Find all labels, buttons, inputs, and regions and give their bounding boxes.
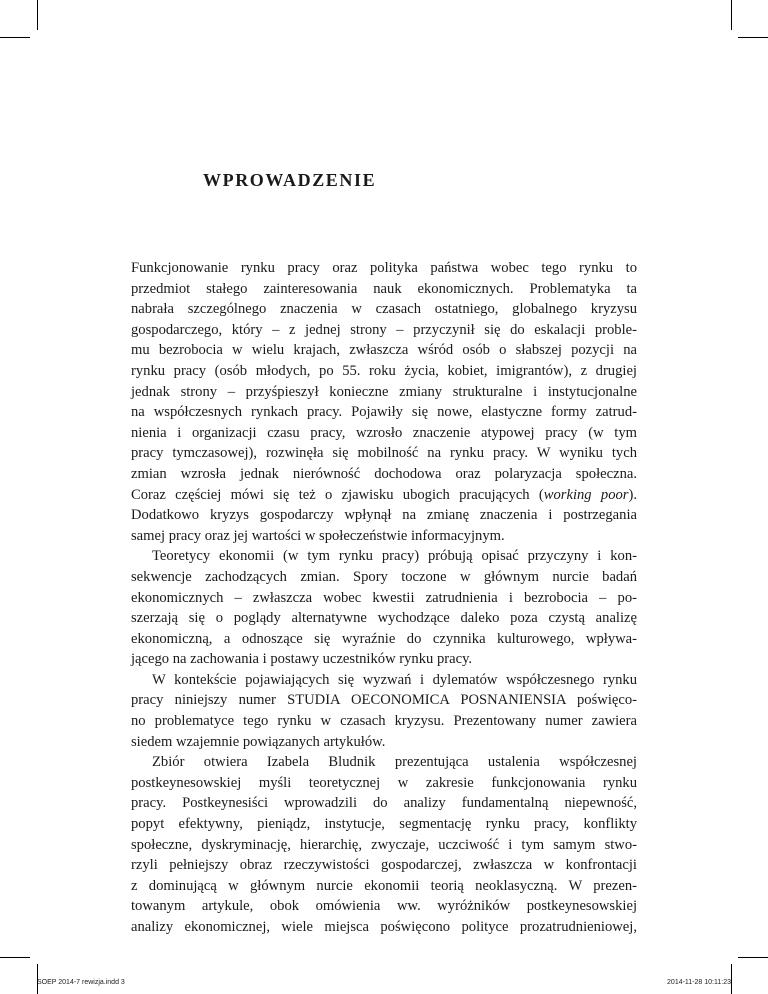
text-line: przedmiot stałego zainteresowania nauk ekonomicznych. Problematyka ta bbox=[131, 280, 637, 297]
text-line: postkeynesowskiej myśli teoretycznej w zakresie funkcjonowania rynku bbox=[131, 774, 637, 791]
text-segment: ). bbox=[628, 486, 637, 503]
text-segment: Coraz częściej mówi się też o zjawisku ubogich pracujących ( bbox=[131, 486, 544, 503]
text-line: jednak strony – przyśpieszył konieczne zmiany strukturalne i instytucjonalne bbox=[131, 383, 637, 400]
crop-mark bbox=[738, 957, 768, 958]
text-line: siedem wzajemnie powiązanych artykułów. bbox=[131, 733, 386, 750]
footer-file-name: SOEP 2014-7 rewizja.indd 3 bbox=[37, 979, 125, 986]
page-title: WPROWADZENIE bbox=[203, 170, 377, 190]
text-line: samej pracy oraz jej wartości w społeczeństwie informacyjnym. bbox=[131, 527, 505, 544]
text-line: szerzają się o poglądy alternatywne wychodzące daleko poza czystą analizę bbox=[131, 610, 637, 627]
text-line: Funkcjonowanie rynku pracy oraz polityka państwa wobec tego rynku to bbox=[131, 260, 637, 276]
text-line: analizy ekonomicznej, wiele miejsca poświęcono polityce prozatrudnieniowej, bbox=[131, 919, 637, 935]
text-line: sekwencje zachodzących zmian. Spory toczone w głównym nurcie badań bbox=[131, 568, 637, 585]
text-line: na współczesnych rynkach pracy. Pojawiły się nowe, elastyczne formy zatrud- bbox=[131, 404, 637, 421]
text-line: gospodarczego, który – z jednej strony – przyczynił się do eskalacji proble- bbox=[131, 321, 637, 338]
text-line: ekonomiczną, a odnoszące się wyraźnie do czynnika kulturowego, wpływa- bbox=[131, 630, 637, 647]
text-line bbox=[131, 485, 637, 506]
crop-mark bbox=[0, 37, 30, 38]
text-line: społeczne, dyskryminację, hierarchię, zwyczaje, uczciwość i tym samym stwo- bbox=[131, 836, 637, 853]
text-line: pracy. Postkeynesiści wprowadzili do analizy fundamentalną niepewność, bbox=[131, 795, 637, 812]
text-line: popyt efektywny, pieniądz, instytucje, segmentację rynku pracy, konflikty bbox=[131, 816, 637, 833]
text-line: ekonomicznych – zwłaszcza wobec kwestii zatrudnienia i bezrobocia – po- bbox=[131, 589, 637, 606]
crop-mark bbox=[738, 37, 768, 38]
text-line: zmian wzrosła jednak nierówność dochodowa oraz polaryzacja społeczna. bbox=[131, 465, 637, 482]
crop-mark bbox=[731, 964, 732, 994]
text-line: pracy niniejszy numer STUDIA OECONOMICA POSNANIENSIA poświęco- bbox=[131, 692, 637, 709]
text-line: rynku pracy (osób młodych, po 55. roku życia, kobiet, imigrantów), z drugiej bbox=[131, 362, 637, 379]
italic-term: working poor bbox=[543, 486, 629, 503]
crop-mark bbox=[37, 0, 38, 30]
text-line: rzyli pełniejszy obraz rzeczywistości gospodarczej, zwłaszcza w konfrontacji bbox=[131, 857, 637, 874]
crop-mark bbox=[0, 957, 30, 958]
text-line: towanym artykule, obok omówienia ww. wyróżników postkeynesowskiej bbox=[131, 898, 637, 915]
text-line: mu bezrobocia w wielu krajach, zwłaszcza wśród osób o słabszej pozycji na bbox=[131, 342, 637, 359]
text-line: jącego na zachowania i postawy uczestników rynku pracy. bbox=[131, 651, 473, 668]
text-line: Teoretycy ekonomii (w tym rynku pracy) próbują opisać przyczyny i kon- bbox=[152, 548, 637, 565]
text-line: z dominującą w głównym nurcie ekonomii teorią neoklasyczną. W prezen- bbox=[131, 877, 637, 894]
footer-timestamp: 2014-11-28 10:11:23 bbox=[667, 979, 731, 986]
crop-mark bbox=[731, 0, 732, 30]
text-line: nienia i organizacji czasu pracy, wzrosło znaczenie atypowej pracy (w tym bbox=[131, 424, 637, 441]
text-line: pracy tymczasowej), rozwinęła się mobilność na rynku pracy. W wyniku tych bbox=[131, 445, 637, 462]
text-line: Dodatkowo kryzys gospodarczy wpłynął na zmianę znaczenia i postrzegania bbox=[131, 507, 637, 524]
text-line: Zbiór otwiera Izabela Bludnik prezentująca ustalenia współczesnej bbox=[152, 754, 637, 771]
text-line: W kontekście pojawiających się wyzwań i dylematów współczesnego rynku bbox=[152, 671, 637, 688]
text-line: nabrała szczególnego znaczenia w czasach ostatniego, globalnego kryzysu bbox=[131, 301, 637, 318]
body-text bbox=[131, 258, 637, 938]
text-line: no problematyce tego rynku w czasach kryzysu. Prezentowany numer zawiera bbox=[131, 713, 637, 730]
